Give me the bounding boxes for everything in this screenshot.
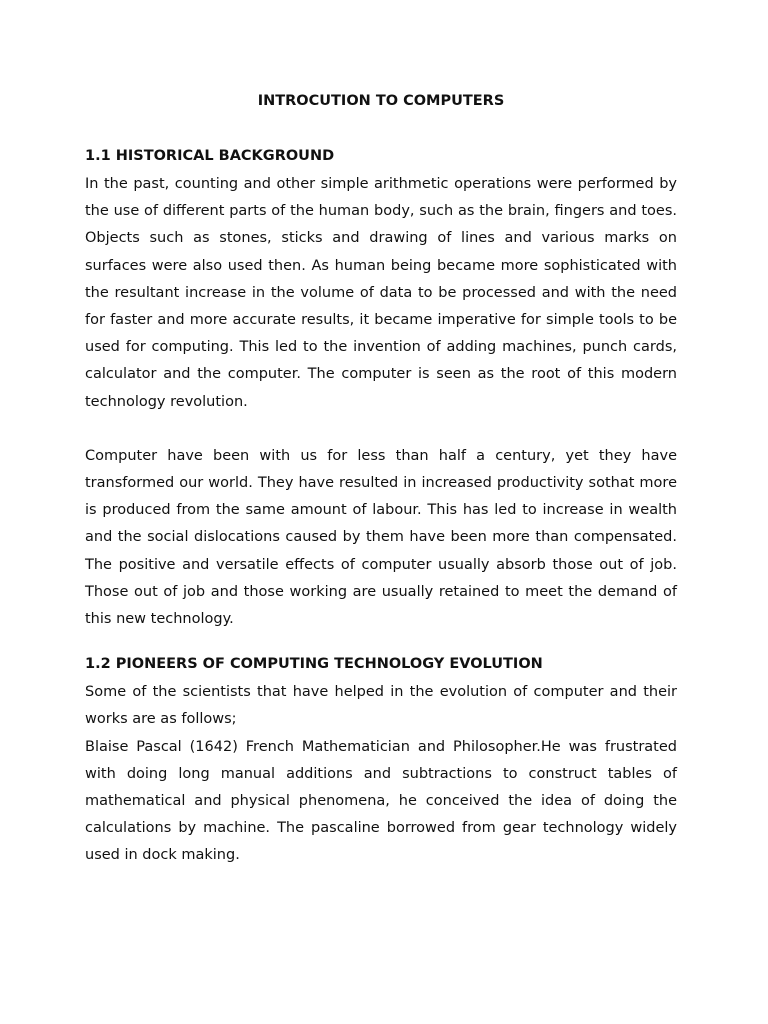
section-historical-background <box>85 145 677 633</box>
section-heading: 1.1 HISTORICAL BACKGROUND <box>85 148 335 164</box>
paragraph: Computer have been with us for less than half a century, yet they have transformed our world. They have resulted in increased productivity sothat more is produced from the same amount of labour. This has led to increase in wealth and the social dislocations caused by them have been more than compensated. The positive and versatile effects of computer usually absorb those out of job. Those out of job and those working are usually retained to meet the demand of this new technology. <box>85 447 677 628</box>
paragraph: Blaise Pascal (1642) French Mathematician and Philosopher.He was frustrated with doing long manual additions and subtractions to construct tables of mathematical and physical phenomena, he conceived the idea of doing the calculations by machine. The pascaline borrowed from gear technology widely used in dock making. <box>85 738 677 864</box>
paragraph: In the past, counting and other simple arithmetic operations were performed by the use of different parts of the human body, such as the brain, fingers and toes. Objects such as stones, sticks and drawing of lines and various marks on surfaces were also used then. As human being became more sophisticated with the resultant increase in the volume of data to be processed and with the need for faster and more accurate results, it became imperative for simple tools to be used for computing. This led to the invention of adding machines, punch cards, calculator and the computer. The computer is seen as the root of this modern technology revolution. <box>85 176 677 410</box>
section-heading: 1.2 PIONEERS OF COMPUTING TECHNOLOGY EVOLUTION <box>85 656 543 673</box>
paragraph: Some of the scientists that have helped in the evolution of computer and their works are as follows; <box>85 684 677 728</box>
section-pioneers <box>85 653 677 869</box>
document-title: INTROCUTION TO COMPUTERS <box>257 93 505 109</box>
